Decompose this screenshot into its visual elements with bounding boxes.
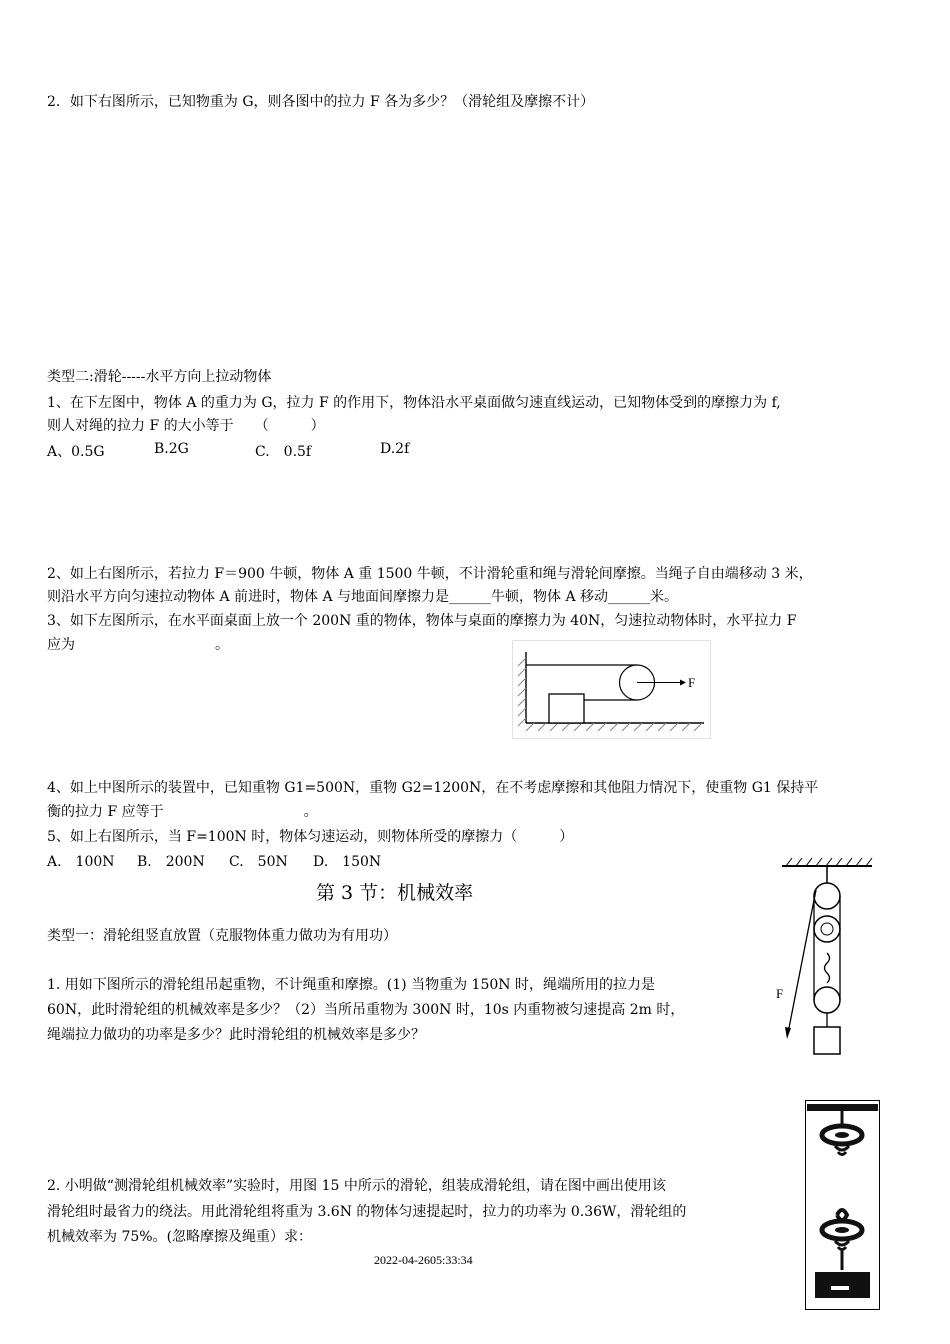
- q2-line1: 2、如上右图所示，若拉力 F＝900 牛顿，物体 A 重 1500 牛顿，不计滑轮重和绳与滑轮间摩擦。当绳子自由端移动 3 米，: [47, 566, 813, 582]
- section-title: 第 3 节：机械效率: [316, 882, 474, 904]
- p1-line2: 60N，此时滑轮组的机械效率是多少？（2）当所吊重物为 300N 时，10s 内重物被匀速提高 2m 时，: [47, 1002, 685, 1018]
- vertical-pulley-figure: [772, 855, 882, 1060]
- pulley-set-figure: [805, 1100, 880, 1310]
- q5-option-a: A. 100N: [47, 854, 115, 870]
- horizontal-pulley-figure: [512, 640, 712, 740]
- q3-line2: 应为 。: [47, 637, 229, 653]
- q5-option-c: C. 50N: [229, 854, 288, 870]
- q5-option-b: B. 200N: [137, 854, 205, 870]
- q1-option-b: B.2G: [154, 441, 189, 457]
- q4-line2: 衡的拉力 F 应等于 。: [47, 804, 318, 820]
- q3-line1: 3、如下左图所示，在水平面桌面上放一个 200N 重的物体，物体与桌面的摩擦力为 40N，匀速拉动物体时，水平拉力 F: [47, 613, 797, 629]
- force-label: F: [688, 675, 696, 690]
- q1-option-c: C. 0.5f: [255, 444, 312, 460]
- p2-line1: 2. 小明做“测滑轮组机械效率”实验时，用图 15 中所示的滑轮，组装成滑轮组，请在图中画出使用该: [47, 1178, 666, 1194]
- q5-line1: 5、如上右图所示，当 F=100N 时，物体匀速运动，则物体所受的摩擦力（ ）: [47, 829, 574, 845]
- p1-line1: 1. 用如下图所示的滑轮组吊起重物，不计绳重和摩擦。(1) 当物重为 150N 时，绳端所用的拉力是: [47, 977, 655, 993]
- q5-option-d: D. 150N: [313, 854, 382, 870]
- footer-timestamp: 2022-04-2605:33:34: [374, 1253, 473, 1267]
- type2-title: 类型二:滑轮-----水平方向上拉动物体: [47, 369, 272, 385]
- q2-line2: 则沿水平方向匀速拉动物体 A 前进时，物体 A 与地面间摩擦力是______牛顿，物体 A 移动______米。: [47, 589, 679, 605]
- prev-question-2: 2．如下右图所示，已知物重为 G，则各图中的拉力 F 各为多少？（滑轮组及摩擦不计）: [47, 94, 595, 110]
- q4-line1: 4、如上中图所示的装置中，已知重物 G1=500N，重物 G2=1200N，在不考虑摩擦和其他阻力情况下，使重物 G1 保持平: [47, 780, 819, 796]
- q1-line2: 则人对绳的拉力 F 的大小等于 （ ）: [47, 418, 325, 434]
- p2-line2: 滑轮组时最省力的绕法。用此滑轮组将重为 3.6N 的物体匀速提起时，拉力的功率为 0.36W，滑轮组的: [47, 1204, 687, 1220]
- q1-line1: 1、在下左图中，物体 A 的重力为 G，拉力 F 的作用下，物体沿水平桌面做匀速直线运动，已知物体受到的摩擦力为 f,: [47, 395, 781, 411]
- p1-line3: 绳端拉力做功的功率是多少？此时滑轮组的机械效率是多少？: [47, 1027, 425, 1043]
- q1-option-a: A、0.5G: [47, 444, 105, 460]
- p2-line3: 机械效率为 75%。(忽略摩擦及绳重）求：: [47, 1229, 313, 1245]
- force-label-2: F: [776, 986, 784, 1001]
- type1-title: 类型一：滑轮组竖直放置（克服物体重力做功为有用功）: [47, 928, 397, 944]
- q1-option-d: D.2f: [380, 441, 410, 457]
